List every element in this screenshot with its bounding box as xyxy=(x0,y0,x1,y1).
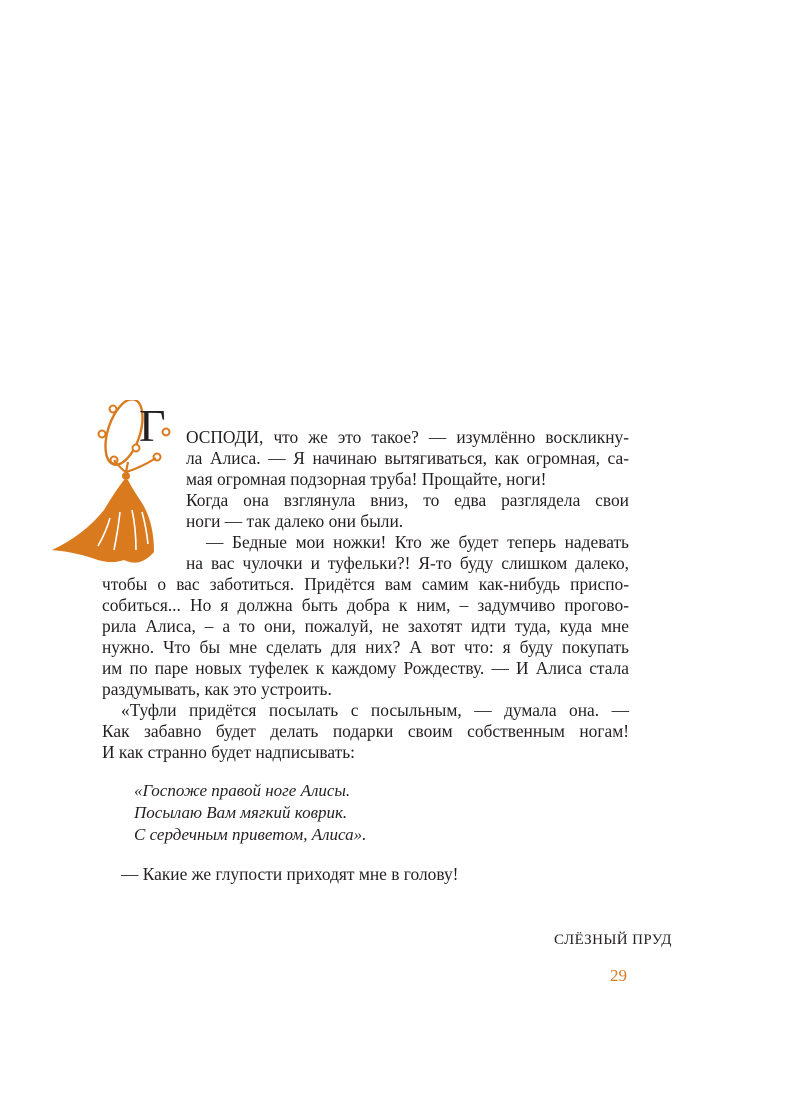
paragraph2-line7: им по паре новых туфелек к каждому Рождеству. — И Алиса стала xyxy=(102,658,629,678)
running-head: СЛЁЗНЫЙ ПРУД xyxy=(554,932,672,948)
page-number: 29 xyxy=(610,966,627,985)
poem-line3: С сердечным приветом, Алиса». xyxy=(134,825,367,844)
paragraph2-line3: чтобы о вас заботиться. Придётся вам самим как-нибудь приспо- xyxy=(102,574,629,594)
paragraph2-line5: рила Алиса, – а то они, пожалуй, не захотят идти туда, куда мне xyxy=(102,616,629,636)
paragraph1-line2: ла Алиса. — Я начинаю вытягиваться, как огромная, са- xyxy=(186,448,629,468)
paragraph2-line4: собиться... Но я должна быть добра к ним, – задумчиво прогово- xyxy=(102,595,629,615)
paragraph1-line3: мая огромная подзорная труба! Прощайте, ноги! xyxy=(186,469,547,489)
paragraph2-line2: на вас чулочки и туфельки?! Я-то буду слишком далеко, xyxy=(186,553,629,573)
paragraph2-line1: — Бедные мои ножки! Кто же будет теперь надевать xyxy=(206,532,629,552)
paragraph3-line2: Как забавно будет делать подарки своим собственным ногам! xyxy=(102,721,629,741)
paragraph1-line1: ОСПОДИ, что же это такое? — изумлённо воскликну- xyxy=(186,427,629,447)
dropcap-letter: Г xyxy=(139,400,166,451)
paragraph2-line6: нужно. Что бы мне сделать для них? А вот что: я буду покупать xyxy=(102,637,629,657)
paragraph3-line3: И как странно будет надписывать: xyxy=(102,742,356,762)
poem-line2: Посылаю Вам мягкий коврик. xyxy=(134,803,348,822)
closing-line: — Какие же глупости приходят мне в голову! xyxy=(121,864,459,884)
paragraph2-line8: раздумывать, как это устроить. xyxy=(102,679,332,699)
paragraph1-line5: ноги — так далеко они были. xyxy=(186,511,404,531)
paragraph1-line4: Когда она взглянула вниз, то едва разглядела свои xyxy=(186,490,629,510)
paragraph3-line1: «Туфли придётся посылать с посыльным, — думала она. — xyxy=(121,700,629,720)
poem-line1: «Госпоже правой ноге Алисы. xyxy=(134,781,351,800)
